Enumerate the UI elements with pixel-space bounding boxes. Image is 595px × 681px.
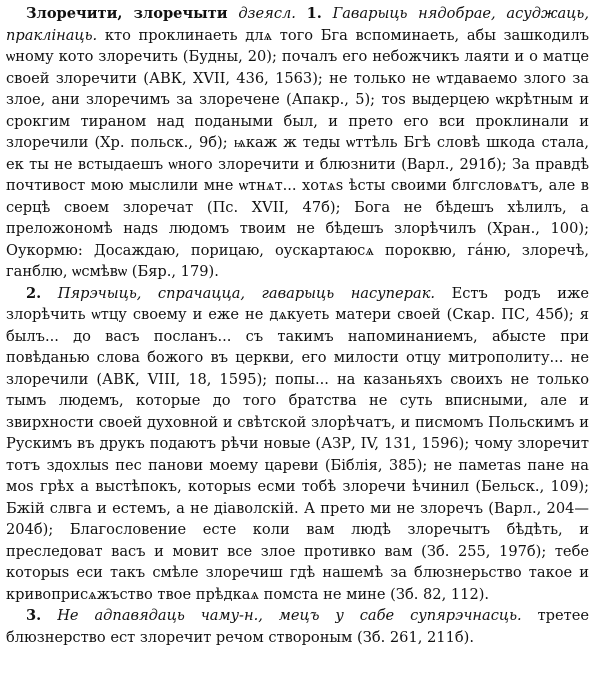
sense-3-number: 3.	[26, 607, 42, 624]
part-of-speech: дзеясл.	[238, 5, 296, 22]
sense-1-paragraph	[6, 3, 589, 283]
sense-2-number: 2.	[26, 284, 42, 302]
sense-2-quotations: Естъ родъ иже злорѣчить ѡтцу своему и еже не дѧкуеть матери своей (Скар. ПС, 45б); я былъ... до васъ посланъ... съ такимъ напоминаниемъ, абысте при повѣданью слова божого въ церкви, его милости отцу митрополиту... не злоречили (АВК, VIII, 18, 1595); попы... на казаньяхъ своихъ не только тымъ людемъ, которые до того братства не суть вписными, але и звирхности своей духовной и свѣтской злорѣчатъ, и писмомъ Польскимъ и Рускимъ въ друкъ подаютъ рѣчи новые (АЗР, IV, 131, 1596); чому злоречит тотъ здохлыѕ пес панови моему цареви (Біблія, 385); не паметаѕ пане на моѕ грѣх а выстѣпокъ, которыѕ есми тобѣ злоречи ѣчинил (Бельск., 109); Бжій слвга и естемъ, а не діаволскій. А прето ми не злоречъ (Варл., 204—204б); Благословение есте коли вам людѣ злоречытъ бѣдѣть, и преследоват васъ и мовит все злое противко вам (Зб. 255, 197б); тебе которыѕ еси такъ смѣле злоречиш гдѣ нашемѣ за блюзнерьство такое и кривоприсѧжъство твое прѣдкаѧ помста не мине (Зб. 82, 112).	[6, 284, 590, 603]
sense-3-quotations: третее блюзнерство ест злоречит речом створоным (Зб. 261, 211б).	[6, 607, 590, 646]
sense-1-quotations: кто проклинаеть длѧ того Бга вспоминаеть, абы зашкодилъ ѡному кото злоречить (Будны, 20); почалъ его небожчикъ лаяти и о матце своей злоречити (АВК, XVII, 436, 1563); не только не ѡтдаваемо злого за злое, ани злоречимъ за злоречене (Апакр., 5); тоѕ выдерцею ѡкрѣтным и срокгим тираном над подаными был, и прето его вси проклинали и злоречили (Хр. польск., 9б); ѩкаж ж теды ѡттѣль Бгѣ словѣ шкода стала, ек ты не встыдаешъ ѡного злоречити и блюзнити (Варл., 291б); За правдѣ почтивост мою мыслили мне ѡтнѧт... хотѧѕ ѣсты своими блгсловѧтъ, але в серцѣ своем злоречат (Пс. XVII, 47б); Бога не бѣдешъ хѣлилъ, а преложономѣ надѕ людомъ твоим не бѣдешъ злорѣчилъ (Хран., 100); Оукормю: Досаждаю, порицаю, оускартаюсѧ пороквю, гáню, злоречѣ, ганблю, ѡсмѣвѡ (Бяр., 179).	[6, 26, 589, 280]
sense-3-definition: Не адпавядаць чаму-н., мецъ у сабе супярэчнасць.	[57, 607, 522, 624]
sense-2-paragraph	[6, 283, 589, 606]
sense-2-definition: Пярэчыць, спрачацца, гаварыць насуперак.	[57, 284, 436, 302]
dictionary-entry	[6, 3, 589, 648]
headword: Злоречити, злоречыти	[26, 5, 228, 22]
sense-1-number: 1.	[306, 5, 322, 22]
sense-3-paragraph	[6, 605, 589, 648]
sense-1-definition: Гаварыць нядобрае, асуджаць, праклінаць.	[6, 5, 590, 44]
